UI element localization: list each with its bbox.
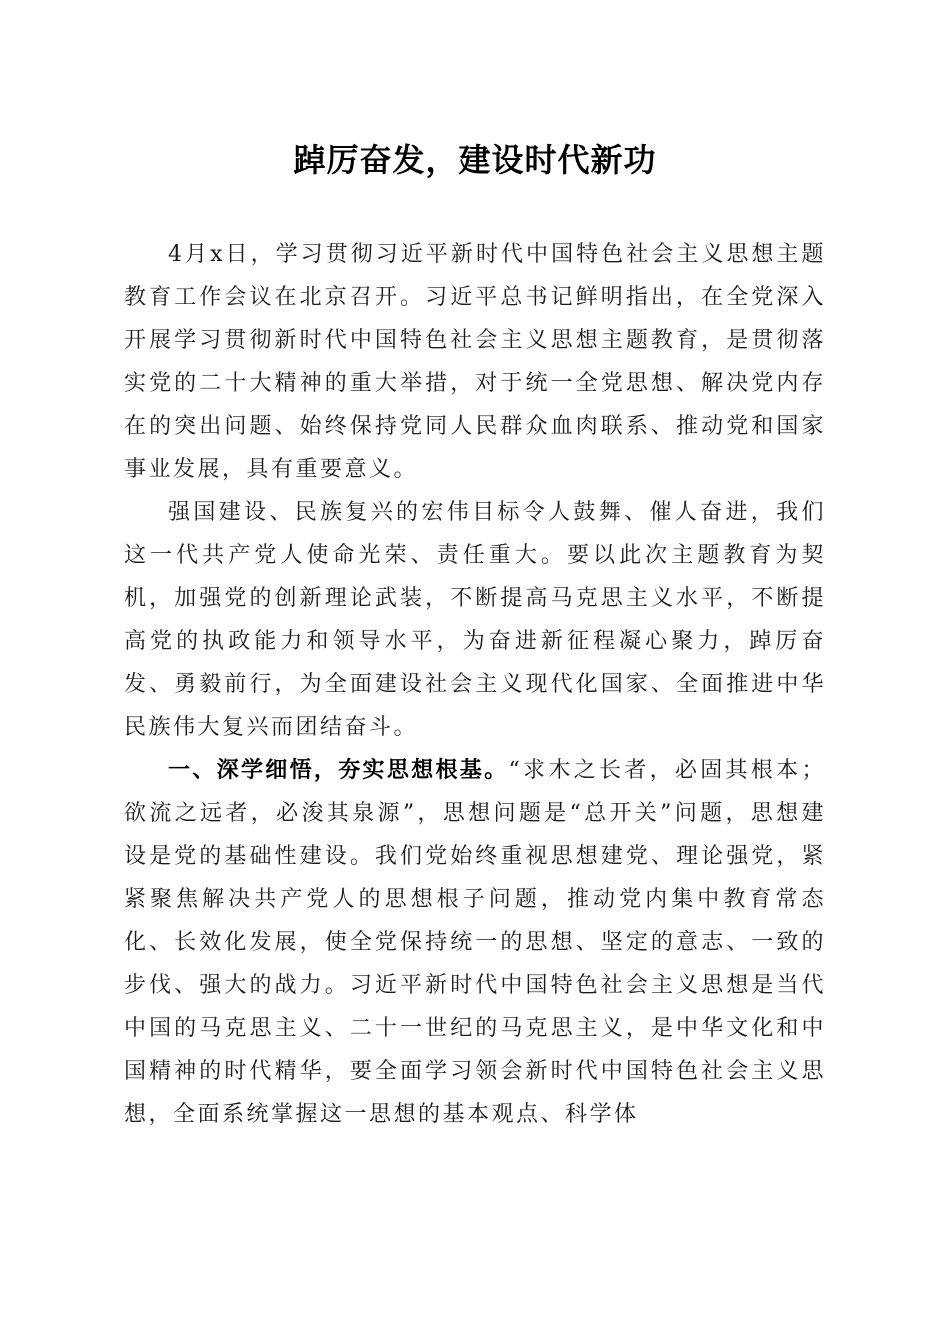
section-one-heading: 一、深学细悟，夯实思想根基。 xyxy=(168,758,509,783)
section-one-text: “求木之长者，必固其根本；欲流之远者，必浚其泉源”，思想问题是“总开关”问题，思想建设是党的基础性建设。我们党始终重视思想建党、理论强党，紧紧聚焦解决共产党人的思想根子问题，推动党内集中教育常态化、长效化发展，使全党保持统一的思想、坚定的意志、一致的步伐、强大的战力。习近平新时代中国特色社会主义思想是当代中国的马克思主义、二十一世纪的马克思主义，是中华文化和中国精神的时代精华，要全面学习领会新时代中国特色社会主义思想，全面系统掌握这一思想的基本观点、科学体 xyxy=(124,758,826,1127)
document-body xyxy=(124,233,826,1136)
paragraph-section-one xyxy=(124,749,826,1136)
paragraph-intro: 4月x日，学习贯彻习近平新时代中国特色社会主义思想主题教育工作会议在北京召开。习近平总书记鲜明指出，在全党深入开展学习贯彻新时代中国特色社会主义思想主题教育，是贯彻落实党的二十大精神的重大举措，对于统一全党思想、解决党内存在的突出问题、始终保持党同人民群众血肉联系、推动党和国家事业发展，具有重要意义。 xyxy=(124,242,826,482)
document-title: 踔厉奋发，建设时代新功 xyxy=(293,141,657,179)
paragraph-goals: 强国建设、民族复兴的宏伟目标令人鼓舞、催人奋进，我们这一代共产党人使命光荣、责任重大。要以此次主题教育为契机，加强党的创新理论武装，不断提高马克思主义水平，不断提高党的执政能力和领导水平，为奋进新征程凝心聚力，踔厉奋发、勇毅前行，为全面建设社会主义现代化国家、全面推进中华民族伟大复兴而团结奋斗。 xyxy=(124,500,826,740)
